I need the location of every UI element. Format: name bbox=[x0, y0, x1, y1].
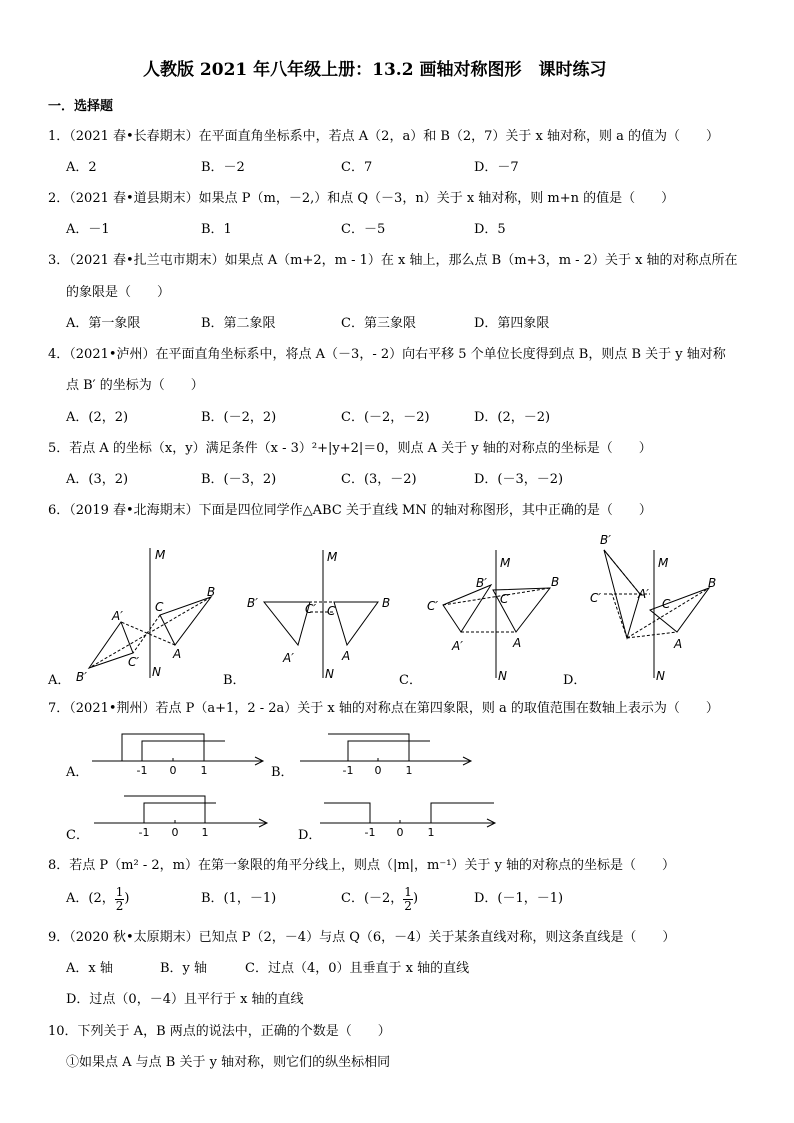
q3-option-a[interactable]: A．第一象限 bbox=[66, 316, 141, 331]
q6d-label-b1: B′ bbox=[600, 533, 611, 547]
q8-option-a-numerator: 1 bbox=[115, 884, 124, 899]
q7d-tick-1: 1 bbox=[427, 826, 435, 839]
q8-option-c-fraction bbox=[403, 886, 413, 913]
q6-option-c[interactable]: C． bbox=[399, 673, 422, 688]
q6a-label-m: M bbox=[155, 548, 166, 562]
q4-option-c[interactable]: C．(－2，－2) bbox=[341, 410, 430, 425]
section-heading: 一．选择题 bbox=[48, 99, 114, 114]
q6-option-d[interactable]: D． bbox=[563, 673, 587, 688]
q8-option-a[interactable] bbox=[66, 882, 129, 916]
q6c-label-m: M bbox=[500, 556, 511, 570]
q4-option-b[interactable]: B．(－2，2) bbox=[201, 410, 277, 425]
q7c-tick-neg1: -1 bbox=[138, 826, 150, 839]
q6a-label-b1: B′ bbox=[76, 670, 87, 684]
q5-stem: 5．若点 A 的坐标（x，y）满足条件（x - 3）²+|y+2|＝0，则点 A 关于 y 轴的对称点的坐标是（ ） bbox=[48, 441, 652, 456]
q7b-range-left bbox=[328, 734, 409, 761]
q9-option-b[interactable]: B．y 轴 bbox=[160, 961, 208, 976]
q6b-triangle-image bbox=[264, 602, 310, 645]
q7a-tick-0: 0 bbox=[169, 764, 177, 777]
q7d-tick-neg1: -1 bbox=[364, 826, 376, 839]
q6b-label-c: C bbox=[327, 604, 336, 618]
q5-option-d[interactable]: D．(－3，－2) bbox=[474, 472, 564, 487]
q2-option-b[interactable]: B．1 bbox=[201, 222, 232, 237]
q7d-range-left bbox=[324, 803, 370, 823]
q2-option-d[interactable]: D．5 bbox=[474, 222, 506, 237]
q6d-label-a1: A′ bbox=[638, 587, 649, 601]
q7a-tick-neg1: -1 bbox=[136, 764, 148, 777]
q6d-label-m: M bbox=[658, 556, 669, 570]
q9-option-c[interactable]: C．过点（4，0）且垂直于 x 轴的直线 bbox=[245, 961, 470, 976]
q6c-label-a1: A′ bbox=[452, 639, 463, 653]
q8-option-d[interactable]: D．(－1，－1) bbox=[474, 891, 564, 906]
q6b-label-c1: C′ bbox=[305, 602, 317, 616]
q6d-triangle-abc bbox=[650, 588, 709, 632]
q10-item-1: ①如果点 A 与点 B 关于 y 轴对称，则它们的纵坐标相同 bbox=[66, 1055, 391, 1070]
q9-option-d[interactable]: D．过点（0，－4）且平行于 x 轴的直线 bbox=[66, 992, 304, 1007]
q6a-triangle-image bbox=[89, 622, 133, 668]
q8-option-c-denominator: 2 bbox=[404, 898, 412, 913]
q7-option-a[interactable]: A． bbox=[66, 765, 89, 780]
q7c-range-left bbox=[124, 796, 205, 823]
q6c-label-b: B bbox=[551, 575, 560, 589]
q6c-label-a: A bbox=[513, 636, 522, 650]
q3-stem-line2: 的象限是（ ） bbox=[66, 285, 171, 300]
q6c-label-c: C bbox=[500, 592, 509, 606]
q1-stem: 1．（2021 春•长春期末）在平面直角坐标系中，若点 A（2，a）和 B（2，7）关于 x 轴对称，则 a 的值为（ ） bbox=[48, 129, 720, 144]
q6a-label-c: C bbox=[155, 600, 164, 614]
q6a-label-b: B bbox=[207, 585, 216, 599]
q9-stem: 9．（2020 秋•太原期末）已知点 P（2，－4）与点 Q（6，－4）关于某条直线对称，则这条直线是（ ） bbox=[48, 930, 676, 945]
q8-option-a-fraction bbox=[115, 886, 125, 913]
q8-option-a-denominator: 2 bbox=[115, 898, 124, 913]
q7-number-lines bbox=[0, 726, 794, 846]
q3-option-d[interactable]: D．第四象限 bbox=[474, 316, 550, 331]
q7d-range-right bbox=[431, 803, 494, 823]
q2-stem: 2．（2021 春•道县期末）如果点 P（m，－2,）和点 Q（－3，n）关于 x 轴对称，则 m+n 的值是（ ） bbox=[48, 191, 675, 206]
q8-option-b[interactable]: B．(1，－1) bbox=[201, 891, 277, 906]
q6-option-b[interactable]: B． bbox=[223, 673, 246, 688]
q1-option-c[interactable]: C．7 bbox=[341, 160, 373, 175]
q8-stem: 8．若点 P（m² - 2，m）在第一象限的角平分线上，则点（|m|，m⁻¹）关于 y 轴的对称点的坐标是（ ） bbox=[48, 858, 676, 873]
q7a-tick-1: 1 bbox=[200, 764, 208, 777]
q6c-label-n: N bbox=[498, 669, 507, 683]
q7b-tick-1: 1 bbox=[405, 764, 413, 777]
q5-option-b[interactable]: B．(－3，2) bbox=[201, 472, 277, 487]
q8-option-a-prefix: A．(2， bbox=[66, 891, 115, 906]
q6a-label-n: N bbox=[152, 665, 161, 679]
q7a-range-right bbox=[142, 741, 225, 761]
q6a-label-a1: A′ bbox=[112, 609, 123, 623]
q7a-range-left bbox=[122, 734, 204, 761]
q6c-triangle-image bbox=[443, 585, 491, 632]
q6b-label-a: A bbox=[342, 649, 351, 663]
q6d-label-c1: C′ bbox=[590, 591, 602, 605]
q1-option-b[interactable]: B．－2 bbox=[201, 160, 245, 175]
q8-option-c-numerator: 1 bbox=[404, 884, 412, 899]
q6c-label-c1: C′ bbox=[427, 599, 439, 613]
q6b-triangle-abc bbox=[334, 602, 378, 645]
q3-stem-line1: 3．（2021 春•扎兰屯市期末）如果点 A（m+2，m - 1）在 x 轴上，那么点 B（m+3，m - 2）关于 x 轴的对称点所在 bbox=[48, 253, 738, 268]
q6d-label-b: B bbox=[708, 576, 717, 590]
q7-stem: 7．（2021•荆州）若点 P（a+1，2 - 2a）关于 x 轴的对称点在第四象限，则 a 的取值范围在数轴上表示为（ ） bbox=[48, 701, 719, 716]
q5-option-c[interactable]: C．(3，－2) bbox=[341, 472, 417, 487]
q6b-label-m: M bbox=[327, 550, 338, 564]
q9-option-a[interactable]: A．x 轴 bbox=[66, 961, 113, 976]
q6a-label-a: A bbox=[173, 647, 182, 661]
q6-figures bbox=[0, 528, 794, 698]
page-title: 人教版 2021 年八年级上册：13.2 画轴对称图形 课时练习 bbox=[143, 60, 607, 80]
q7c-tick-0: 0 bbox=[171, 826, 179, 839]
q6b-label-b: B bbox=[382, 596, 391, 610]
q7c-tick-1: 1 bbox=[201, 826, 209, 839]
q6b-label-a1: A′ bbox=[283, 651, 294, 665]
q7b-range-right bbox=[348, 741, 430, 761]
q6d-label-n: N bbox=[656, 669, 665, 683]
q8-option-c-prefix: C．(－2， bbox=[341, 891, 404, 906]
q8-option-c[interactable] bbox=[341, 882, 418, 916]
q4-stem-line2: 点 B′ 的坐标为（ ） bbox=[66, 378, 204, 393]
q10-stem: 10．下列关于 A，B 两点的说法中，正确的个数是（ ） bbox=[48, 1024, 391, 1039]
q6b-label-n: N bbox=[325, 667, 334, 681]
q6d-label-c: C bbox=[662, 597, 671, 611]
q6c-label-b1: B′ bbox=[476, 576, 487, 590]
q4-option-a[interactable]: A．(2，2) bbox=[66, 410, 129, 425]
q6a-label-c1: C′ bbox=[128, 655, 140, 669]
q8-option-a-suffix: ) bbox=[124, 891, 130, 906]
q7b-tick-neg1: -1 bbox=[342, 764, 354, 777]
q7-option-c[interactable]: C． bbox=[66, 828, 89, 843]
q8-option-c-suffix: ) bbox=[412, 891, 419, 906]
q1-option-a[interactable]: A．2 bbox=[66, 160, 97, 175]
q6-stem: 6．（2019 春•北海期末）下面是四位同学作△ABC 关于直线 MN 的轴对称图形，其中正确的是（ ） bbox=[48, 503, 652, 518]
q7-option-b[interactable]: B． bbox=[271, 765, 294, 780]
q7b-tick-0: 0 bbox=[374, 764, 382, 777]
q7-option-d[interactable]: D． bbox=[298, 828, 322, 843]
q3-option-c[interactable]: C．第三象限 bbox=[341, 316, 416, 331]
q6d-label-a: A bbox=[674, 637, 683, 651]
q7d-tick-0: 0 bbox=[396, 826, 404, 839]
q4-stem-line1: 4．（2021•泸州）在平面直角坐标系中，将点 A（－3，- 2）向右平移 5 个单位长度得到点 B，则点 B 关于 y 轴对称 bbox=[48, 347, 726, 362]
q1-option-d[interactable]: D．－7 bbox=[474, 160, 519, 175]
q5-option-a[interactable]: A．(3，2) bbox=[66, 472, 129, 487]
q2-option-c[interactable]: C．－5 bbox=[341, 222, 386, 237]
q6a-triangle-abc bbox=[160, 597, 211, 645]
q3-option-b[interactable]: B．第二象限 bbox=[201, 316, 276, 331]
q2-option-a[interactable]: A．－1 bbox=[66, 222, 110, 237]
q6b-label-b1: B′ bbox=[247, 596, 258, 610]
q4-option-d[interactable]: D．(2，－2) bbox=[474, 410, 551, 425]
q6-option-a[interactable]: A． bbox=[48, 673, 71, 688]
